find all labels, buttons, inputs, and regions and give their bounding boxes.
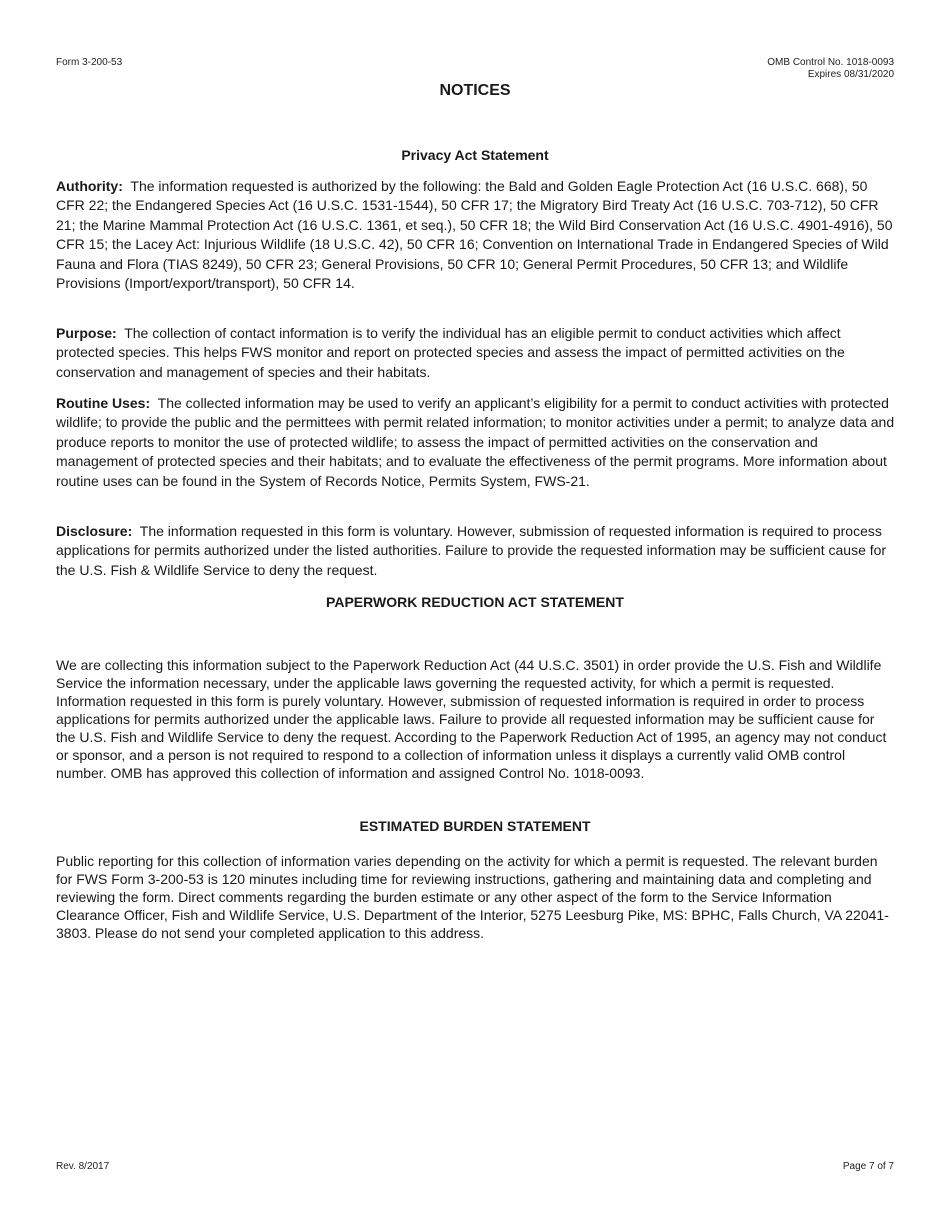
routine-uses-label: Routine Uses:: [56, 395, 151, 411]
disclosure-paragraph: [56, 522, 896, 580]
routine-uses-text: The collected information may be used to verify an applicant’s eligibility for a permit to conduct activities with protected wildlife; to provide the public and the permittees with permit related information; to monitor activities under a permit; to analyze data and produce reports to monitor the use of protected wildlife; to assess the impact of permitted activities on the conservation and management of protected species and their habitats; and to evaluate the effectiveness of the permit programs. More information about routine uses can be found in the System of Records Notice, Permits System, FWS-21.: [56, 395, 895, 489]
routine-uses-paragraph: [56, 394, 896, 491]
privacy-act-heading: Privacy Act Statement: [401, 147, 549, 163]
omb-control-block: [767, 57, 894, 81]
paperwork-reduction-paragraph: We are collecting this information subject to the Paperwork Reduction Act (44 U.S.C. 3501) in order provide the U.S. Fish and Wildlife Service the information necessary, under the applicable laws governing the requested activity, for which a permit is requested. Information requested in this form is purely voluntary. However, submission of requested information is required in order to process applications for permits authorized under the applicable laws. Failure to provide all requested information may be sufficient cause for the U.S. Fish and Wildlife Service to deny the request. According to the Paperwork Reduction Act of 1995, an agency may not conduct or sponsor, and a person is not required to respond to a collection of information unless it displays a currently valid OMB control number. OMB has approved this collection of information and assigned Control No. 1018-0093.: [56, 657, 887, 781]
form-number: Form 3-200-53: [56, 57, 123, 68]
purpose-label: Purpose:: [56, 325, 117, 341]
paperwork-reduction-heading: PAPERWORK REDUCTION ACT STATEMENT: [326, 594, 624, 610]
page-title: NOTICES: [439, 82, 511, 99]
revision-date: Rev. 8/2017: [56, 1161, 110, 1172]
disclosure-label: Disclosure:: [56, 523, 133, 539]
omb-control-number: OMB Control No. 1018-0093: [767, 57, 894, 68]
page-number: Page 7 of 7: [842, 1161, 894, 1172]
authority-paragraph: [56, 177, 896, 293]
omb-expiration: Expires 08/31/2020: [807, 69, 894, 80]
burden-statement-paragraph: Public reporting for this collection of information varies depending on the activity for which a permit is requested. The relevant burden for FWS Form 3-200-53 is 120 minutes including time for reviewing instructions, gathering and maintaining data and completing and reviewing the form. Direct comments regarding the burden estimate or any other aspect of the form to the Service Information Clearance Officer, Fish and Wildlife Service, U.S. Department of the Interior, 5275 Leesburg Pike, MS: BPHC, Falls Church, VA 22041-3803. Please do not send your completed application to this address.: [56, 853, 889, 941]
purpose-paragraph: [56, 324, 896, 382]
authority-label: Authority:: [56, 178, 123, 194]
burden-statement-heading: ESTIMATED BURDEN STATEMENT: [359, 818, 591, 834]
disclosure-text: The information requested in this form is voluntary. However, submission of requested information is required to process applications for permits authorized under the listed authorities. Failure to provide the requested information may be sufficient cause for the U.S. Fish & Wildlife Service to deny the request.: [56, 523, 887, 578]
authority-text: The information requested is authorized by the following: the Bald and Golden Eagle Protection Act (16 U.S.C. 668), 50 CFR 22; the Endangered Species Act (16 U.S.C. 1531-1544), 50 CFR 17; the Migratory Bird Treaty Act (16 U.S.C. 703-712), 50 CFR 21; the Marine Mammal Protection Act (16 U.S.C. 1361, et seq.), 50 CFR 18; the Wild Bird Conservation Act (16 U.S.C. 4901-4916), 50 CFR 15; the Lacey Act: Injurious Wildlife (18 U.S.C. 42), 50 CFR 16; Convention on International Trade in Endangered Species of Wild Fauna and Flora (TIAS 8249), 50 CFR 23; General Provisions, 50 CFR 10; General Permit Procedures, 50 CFR 13; and Wildlife Provisions (Import/export/transport), 50 CFR 14.: [56, 178, 893, 292]
purpose-text: The collection of contact information is to verify the individual has an eligible permit to conduct activities which affect protected species. This helps FWS monitor and report on protected species and assess the impact of permitted activities on the conservation and management of species and their habitats.: [56, 325, 845, 380]
